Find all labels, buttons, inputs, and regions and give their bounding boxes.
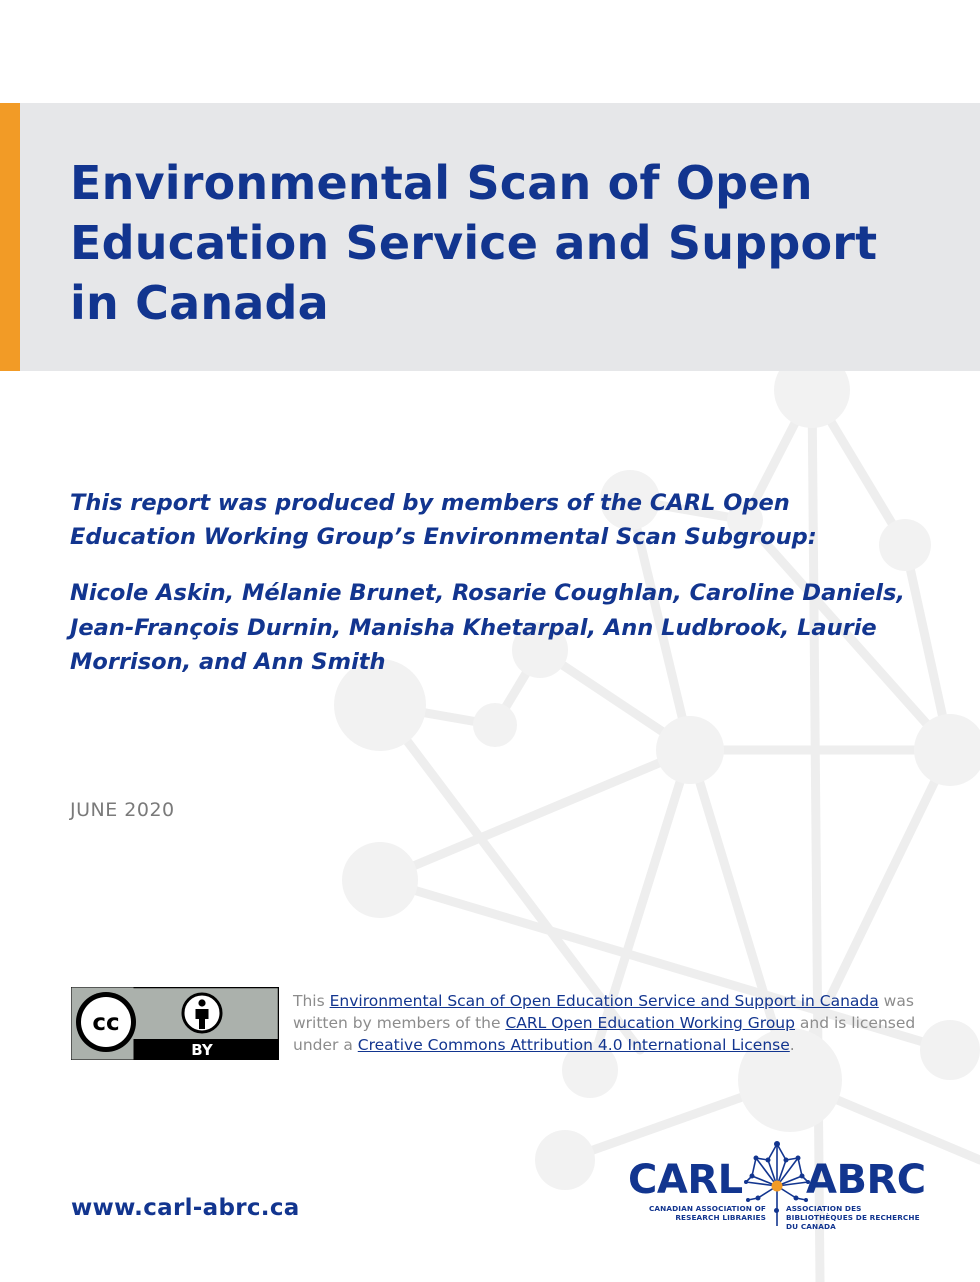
author-list: Nicole Askin, Mélanie Brunet, Rosarie Coughlan, Caroline Daniels, Jean-François Durnin, Manisha Khetarpal, Ann Ludbrook, Laurie Morrison, and Ann Smith xyxy=(70,580,905,675)
license-text-1: This xyxy=(293,992,330,1010)
cc-icon xyxy=(76,992,136,1052)
cc-by-license-badge[interactable] xyxy=(71,987,279,1060)
subgroup-intro: This report was produced by members of the CARL Open Education Working Group’s Environmental Scan Subgroup: xyxy=(70,490,817,550)
logo-word-carl: CARL xyxy=(628,1157,743,1203)
carl-abrc-logo xyxy=(628,1140,933,1231)
attribution-person-icon xyxy=(183,994,221,1032)
logo-subtitle-french: ASSOCIATION DES BIBLIOTHÈQUES DE RECHERCHE DU CANADA xyxy=(786,1204,920,1231)
logo-separator-dot xyxy=(774,1208,779,1213)
license-text-2: was written by members of the xyxy=(293,992,914,1032)
cc-license-link[interactable]: Creative Commons Attribution 4.0 International License xyxy=(357,1036,790,1054)
title-band xyxy=(0,103,980,371)
license-text-3: and is licensed under a xyxy=(293,1014,916,1054)
license-statement xyxy=(293,990,933,1056)
license-text-4: . xyxy=(789,1036,795,1054)
title-accent-bar xyxy=(0,103,20,371)
working-group-link[interactable]: CARL Open Education Working Group xyxy=(505,1014,795,1032)
cc-by-label: BY xyxy=(191,1041,213,1059)
logo-word-abrc: ABRC xyxy=(806,1157,926,1203)
website-url[interactable]: www.carl-abrc.ca xyxy=(71,1195,300,1221)
report-title-link[interactable]: Environmental Scan of Open Education Service and Support in Canada xyxy=(329,992,879,1010)
publication-date: JUNE 2020 xyxy=(70,799,175,821)
svg-text:cc: cc xyxy=(92,1010,120,1036)
logo-subtitle-english: CANADIAN ASSOCIATION OF RESEARCH LIBRARIES xyxy=(648,1204,766,1222)
report-title: Environmental Scan of Open Education Service and Support in Canada xyxy=(70,156,878,330)
